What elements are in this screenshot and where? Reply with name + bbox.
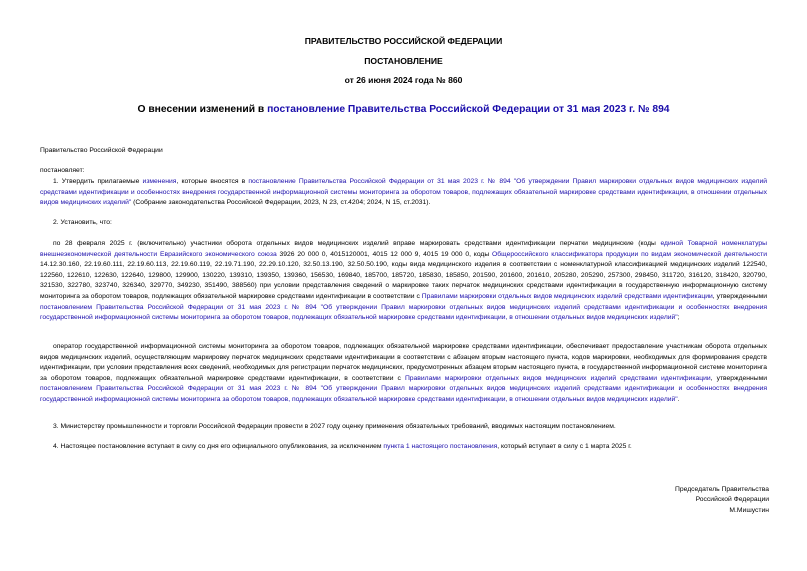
p3-link-okpd[interactable]: Общероссийского классификатора продукции по видам экономической деятельности	[492, 250, 768, 258]
document-title	[0, 104, 807, 115]
p4-link-rules[interactable]: Правилами маркировки отдельных видов медицинских изделий средствами идентификации	[404, 374, 711, 382]
p6-text-a: 4. Настоящее постановление вступает в силу со дня его официального опубликования, за исключением	[53, 443, 384, 450]
paragraph-3	[40, 239, 767, 324]
p3-text-b: 3926 20 000 0, 4015120001, 4015 12 000 9, 4015 19 000 0, коды	[276, 250, 493, 258]
p4-text-c: .	[677, 395, 680, 403]
paragraph-6	[40, 442, 767, 453]
p4-text-b: , утвержденными	[710, 374, 767, 382]
header-date-number: от 26 июня 2024 года № 860	[344, 75, 463, 85]
signature-organization: Российской Федерации	[695, 496, 769, 504]
decides: постановляет:	[40, 167, 85, 174]
p1-text-b: , которые вносятся в	[176, 178, 249, 185]
p3-link-rules[interactable]: Правилами маркировки отдельных видов медицинских изделий средствами идентификации	[421, 292, 713, 300]
p1-link-changes[interactable]: изменения	[142, 178, 177, 185]
p3-text-a: по 28 февраля 2025 г. (включительно) участники оборота отдельных видов медицинских изделий вправе маркировать средствами идентификации перчатки медицинские (коды	[53, 240, 661, 247]
p1-text-a: 1. Утвердить прилагаемые	[53, 178, 143, 185]
p4-link-decree[interactable]: постановлением Правительства Российской Федерации от 31 мая 2023 г. № 894 "Об утверждении Правил маркировки отдельных видов медицинских изделий средствами идентификации и особенностях внедрения государственной информационной системы мониторинга за оборотом товаров, подлежащих обязательной маркировке средствами идентификации, в отношении отдельных видов медицинских изделий"	[40, 385, 767, 403]
p3-link-decree[interactable]: постановлением Правительства Российской Федерации от 31 мая 2023 г. № 894 "Об утверждении Правил маркировки отдельных видов медицинских изделий средствами идентификации и особенностях внедрения государственной информационной системы мониторинга за оборотом товаров, подлежащих обязательной маркировке средствами идентификации, в отношении отдельных видов медицинских изделий"	[40, 303, 767, 322]
p6-text-b: , который вступает в силу с 1 марта 2025 г.	[497, 443, 632, 450]
signature-position: Председатель Правительства	[675, 486, 769, 493]
title-link[interactable]: постановление Правительства Российской Федерации от 31 мая 2023 г. № 894	[267, 104, 670, 115]
p3-link-tnved[interactable]: единой Товарной номенклатуры внешнеэкономической деятельности Евразийского экономического союза	[40, 240, 767, 258]
p3-text-d: , утвержденными	[712, 292, 767, 300]
paragraph-5: 3. Министерству промышленности и торговли Российской Федерации провести в 2027 году оценку применения обязательных требований, вводимых настоящим постановлением.	[53, 423, 616, 430]
p1-link-decree[interactable]: постановление Правительства Российской Федерации от 31 мая 2023 г. № 894 "Об утверждении Правил маркировки отдельных видов медицинских изделий средствами идентификации и особенностях внедрения государственной информационной системы мониторинга за оборотом товаров, подлежащих обязательной маркировке средствами идентификации, в отношении отдельных видов медицинских изделий"	[40, 178, 767, 207]
p4-text-a: оператор государственной информационной системы мониторинга за оборотом товаров, подлежащих обязательной маркировке средствами идентификации, обеспечивает предоставление участникам оборота отдельных видов медицинских изделий, осуществляющим маркировку перчаток медицинских средствами идентификации в соответствии с абзацем вторым настоящего пункта, кодов маркировки, необходимых для формирования средств идентификации, при условии представления всех сведений, необходимых для регистрации перчаток медицинских, предусмотренных абзацем вторым настоящего пункта, в государственной информационной системе мониторинга за оборотом товаров, подлежащих обязательной маркировке средствами идентификации, в соответствии с	[40, 343, 767, 382]
header-government: ПРАВИТЕЛЬСТВО РОССИЙСКОЙ ФЕДЕРАЦИИ	[304, 36, 503, 46]
title-prefix: О внесении изменений в	[137, 104, 268, 115]
paragraph-2: 2. Установить, что:	[53, 219, 112, 226]
issuer: Правительство Российской Федерации	[40, 147, 163, 154]
p6-link-item1[interactable]: пункта 1 настоящего постановления	[383, 443, 498, 450]
paragraph-1	[40, 177, 767, 209]
p1-text-c: (Собрание законодательства Российской Федерации, 2023, N 23, ст.4204; 2024, N 15, ст.2031).	[131, 199, 431, 207]
p3-text-e: ;	[677, 314, 680, 322]
signature-name: М.Мишустин	[729, 506, 769, 514]
paragraph-4	[40, 342, 767, 406]
p3-text-c: 14.12.30.160, 22.19.60.111, 22.19.60.113, 22.19.60.119, 22.19.71.190, 22.29.10.120, 32.50.13.190, 32.50.50.190, коды вида медицинского изделия в соответствии с номенклатурной классификацией медицинских изделий 122540, 122560, 122610, 122630, 122640, 129800, 129900, 130220, 139310, 139350, 139360, 156530, 169840, 185700, 185720, 185830, 185850, 201590, 201600, 201610, 205280, 205290, 257300, 298450, 311720, 316120, 318420, 320790, 321530, 322780, 323740, 326340, 329770, 349230, 351490, 388560) при условии представления сведений о маркировке таких перчаток медицинских средствами идентификации в государственную информационную систему мониторинга за оборотом товаров, подлежащих обязательной маркировке средствами идентификации в соответствии с	[40, 261, 767, 300]
header-doc-type: ПОСТАНОВЛЕНИЕ	[364, 56, 443, 66]
signature-block	[675, 485, 769, 516]
